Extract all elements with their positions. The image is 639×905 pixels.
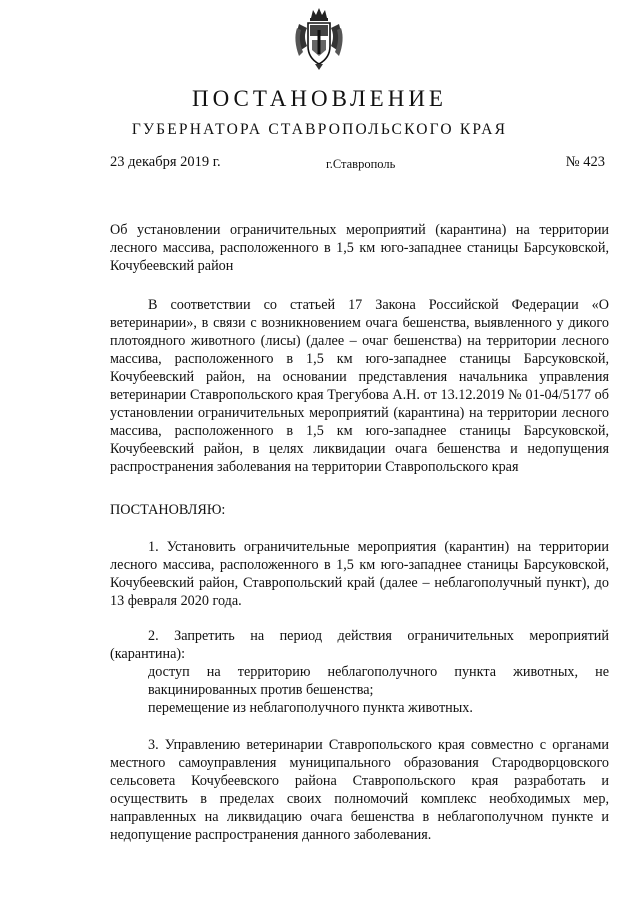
item-1-paragraph: 1. Установить ограничительные мероприятия (карантин) на территории лесного массива, расположенного в 1,5 км юго-западнее станицы Барсуковской, Кочубеевский район, Ставропольский край (далее – неблагополучный пункт), до 13 февраля 2020 года.	[110, 539, 609, 609]
item-2a-paragraph: доступ на территорию неблагополучного пункта животных, не вакцинированных против бешенства;	[148, 664, 609, 698]
item-2-paragraph: 2. Запретить на период действия ограничительных мероприятий (карантина):	[110, 628, 609, 662]
document-subject: Об установлении ограничительных мероприятий (карантина) на территории лесного массива, расположенного в 1,5 км юго-западнее станицы Барсуковской, Кочубеевский район	[110, 222, 609, 274]
document-subtitle: ГУБЕРНАТОРА СТАВРОПОЛЬСКОГО КРАЯ	[131, 121, 508, 138]
document-city: г.Ставрополь	[326, 157, 396, 171]
document-title: ПОСТАНОВЛЕНИЕ	[192, 86, 447, 111]
coat-of-arms-icon	[293, 6, 345, 72]
item-3-paragraph: 3. Управлению ветеринарии Ставропольского края совместно с органами местного самоуправления муниципального образования Стародворцовского сельсовета Кочубеевского района Ставропольского края разработать и осуществить в пределах своих полномочий комплекс необходимых мер, направленных на ликвидацию очага бешенства в неблагополучном пункте и недопущение распространения данного заболевания.	[110, 737, 609, 843]
preamble-paragraph: В соответствии со статьей 17 Закона Российской Федерации «О ветеринарии», в связи с возникновением очага бешенства, выявленного у дикого плотоядного животного (лисы) (далее – очаг бешенства) на территории лесного массива, расположенного в 1,5 км юго-западнее станицы Барсуковской, Кочубеевский район, на основании представления начальника управления ветеринарии Ставропольского края Трегубова А.Н. от 13.12.2019 № 01-04/5177 об установлении ограничительных мероприятий (карантина) на территории лесного массива, расположенного в 1,5 км юго-западнее станицы Барсуковской, Кочубеевский район, в целях ликвидации очага бешенства и недопущения распространения заболевания на территории Ставропольского края	[110, 297, 609, 475]
decree-word: ПОСТАНОВЛЯЮ:	[110, 502, 226, 518]
item-2b-paragraph: перемещение из неблагополучного пункта животных.	[148, 700, 473, 716]
document-number: № 423	[565, 154, 605, 170]
document-date: 23 декабря 2019 г.	[110, 154, 221, 170]
